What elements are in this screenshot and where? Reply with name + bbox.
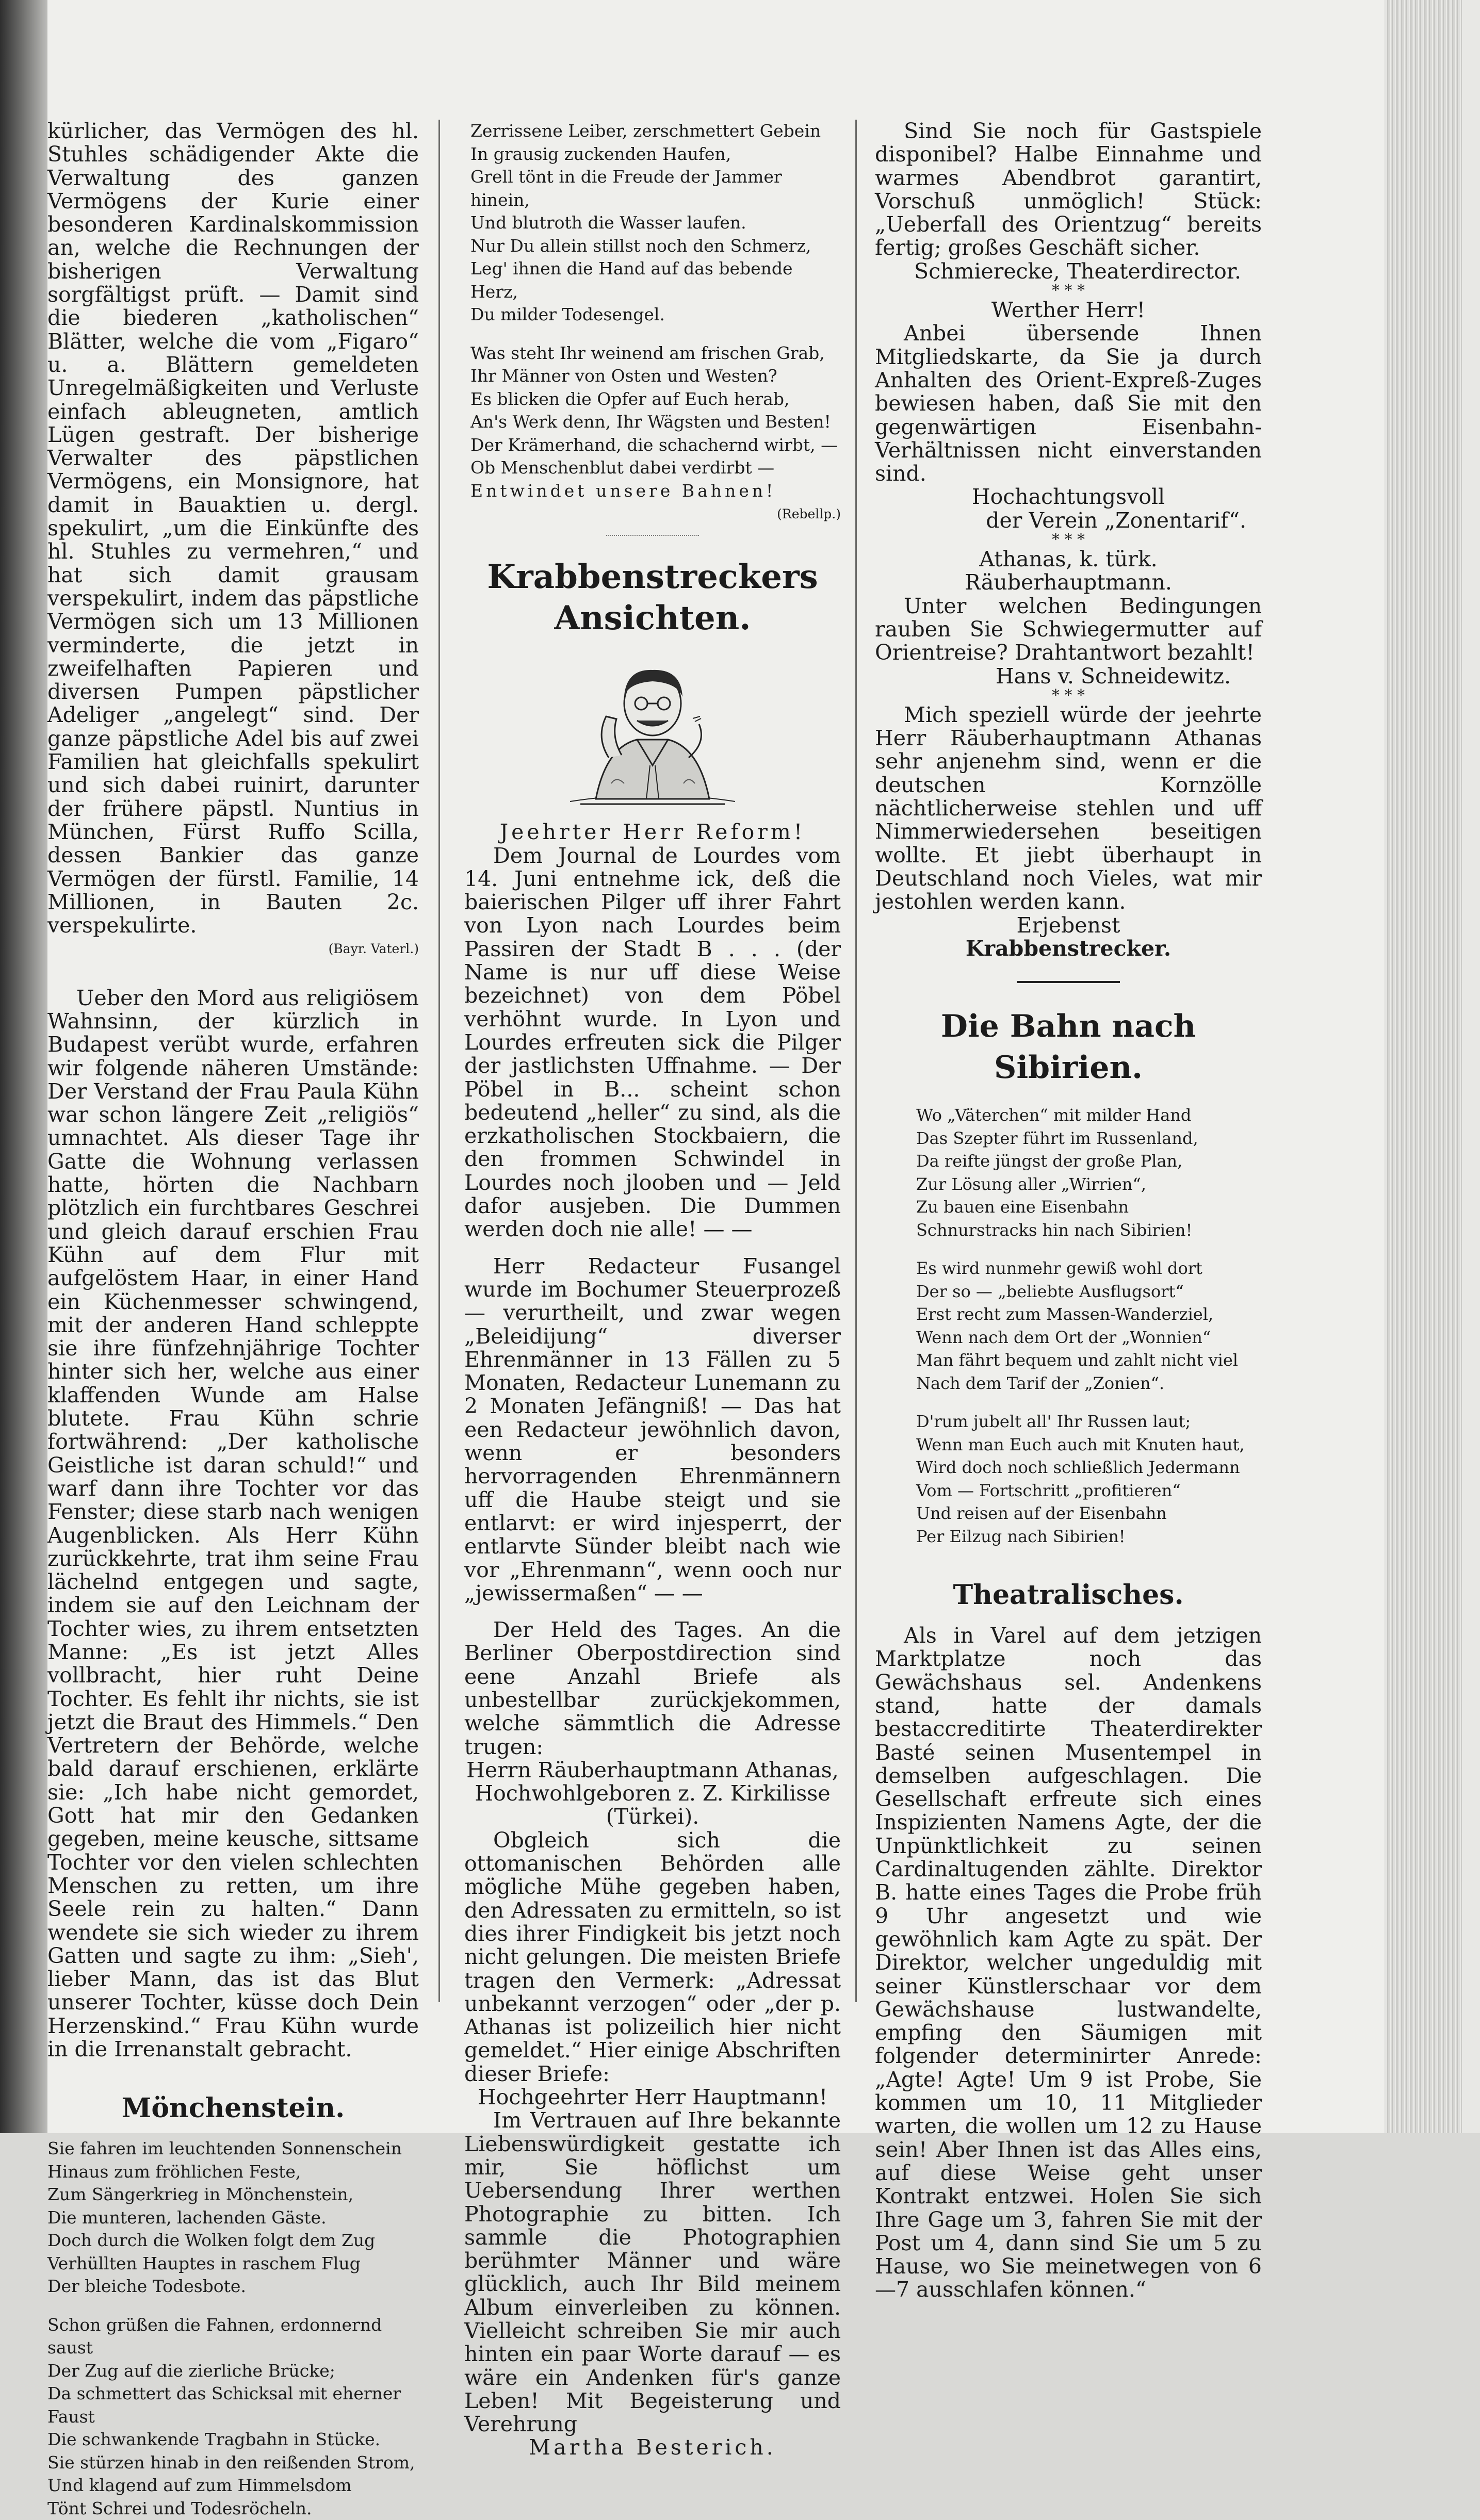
article-held-des-tages: Der Held des Tages. An die Berliner Oberpostdirection sind eene Anzahl Briefe als unbestellbar zurückjekommen, welche sämmtlich die Adresse trugen: bbox=[464, 1617, 841, 1759]
letter-signature-verein: der Verein „Zonentarif“. bbox=[986, 508, 1246, 533]
poem-source-note: (Rebellp.) bbox=[777, 506, 841, 521]
article-fusangel-trial: Herr Redacteur Fusangel wurde im Bochumer Steuerprozeß — verurtheilt, und zwar wegen „Beleidijung“ diverser Ehrenmänner in 13 Fällen zu 5 Monaten, Redacteur Lunemann zu 2 Monaten Jefängniß! — Das hat een Redacteur jewöhnlich davon, wenn er besonders hervorragenden Ehrenmännern uff die Haube steigt und sie entlarvt: er wird injesperrt, der entlarvte Sünder bleibt nach wie vor „Ehrenmann“, wenn ooch nur „jewissermaßen“ — — bbox=[464, 1253, 841, 1606]
letter-address: Herrn Räuberhauptmann Athanas, Hochwohlgeboren z. Z. Kirkilisse (Türkei). bbox=[466, 1757, 839, 1829]
letter-photograph-request: Im Vertrauen auf Ihre bekannte Liebenswürdigkeit gestatte ich mir, Sie höflichst um Uebersendung Ihrer werthen Photographie zu bitten. Ich sammle die Photographien berühmter Männer und wäre glücklich, auch Ihr Bild meinem Album einverleiben zu können. Vielleicht schreiben Sie mir auch hinten ein paar Worte darauf — es wäre ein Andenken für's ganze Leben! Mit Begeisterung und Verehrung bbox=[464, 2108, 841, 2437]
poem-continuation-stanza-3: Zerrissene Leiber, zerschmettert Gebein In grausig zuckenden Haufen, Grell tönt in die Freude der Jammer hinein, Und blutroth die Wasser laufen. Nur Du allein stillst noch den Schmerz, Leg' ihnen die Hand auf das bebende Herz, Du milder Todesengel. bbox=[470, 121, 821, 324]
letter-greeting-werther-herr: Werther Herr! bbox=[991, 298, 1146, 323]
heading-krabbenstreckers-ansichten: Krabbenstreckers Ansichten. bbox=[487, 558, 818, 638]
poem-moenchenstein-stanza-2: Schon grüßen die Fahnen, erdonnernd saust Der Zug auf die zierliche Brücke; Da schmettert das Schicksal mit eherner Faust Die schwankende Tragbahn in Stücke. Sie stürzen hinab in den reißenden Strom, Und klagend auf zum Himmelsdom Tönt Schrei und Todesröcheln. bbox=[47, 2314, 415, 2518]
letter-signature: Martha Besterich. bbox=[529, 2435, 776, 2460]
column-rule-left bbox=[438, 120, 440, 2002]
separator-stars: * * * bbox=[1051, 531, 1085, 549]
article-budapest-murder: Ueber den Mord aus religiösem Wahnsinn, der kürzlich in Budapest verübt wurde, erfahren wir folgende näheren Umstände: Der Verstand der Frau Paula Kühn war schon längere Zeit „religiös“ umnachtet. Als dieser Tage ihr Gatte die Wohnung verlassen hatte, hörten die Nachbarn plötzlich ein furchtbares Geschrei und gleich darauf erschien Frau Kühn auf dem Flur mit aufgelöstem Haar, in einer Hand ein Küchenmesser schwingend, mit der anderen Hand schleppte sie ihre fünfzehnjährige Tochter hinter sich her, welche aus einer klaffenden Wunde am Halse blutete. Frau Kühn schrie fortwährend: „Der katholische Geistliche ist daran schuld!“ und warf dann ihre Tochter vor das Fenster; diese starb nach wenigen Augenblicken. Als Herr Kühn zurückkehrte, trat ihm seine Frau lächelnd entgegen und sagte, indem sie auf den Leichnam der Tochter wies, zu ihrem entsetzten Manne: „Es ist jetzt Alles vollbracht, hier ruht Deine Tochter. Es fehlt ihr nichts, sie ist jetzt die Braut des Himmels.“ Den Vertretern der Behörde, welche bald darauf erschienen, erklärte sie: „Ich habe nicht gemordet, Gott hat mir den Gedanken gegeben, meine keusche, sittsame Tochter vor den vielen schlechten Menschen zu retten, um ihre Seele rein zu halten.“ Dann wendete sie sich wieder zu ihrem Gatten und sagte zu ihm: „Sieh', lieber Mann, das ist das Blut unserer Tochter, küsse doch Dein Herzenskind.“ Frau Kühn wurde in die Irrenanstalt gebracht. bbox=[47, 985, 419, 2062]
article-papal-finances: kürlicher, das Vermögen des hl. Stuhles schädigender Akte die Verwaltung des ganzen Vermögens der Kurie einer besonderen Kardinalskommission an, welche die Rechnungen der bisherigen Verwaltung sorgfältigst prüft. — Damit sind die biederen „katholischen“ Blätter, welche die vom „Figaro“ u. a. Blättern gemeldeten Unregelmäßigkeiten und Verluste einfach ableugneten, amtlich Lügen gestraft. Der bisherige Verwalter des päpstlichen Vermögens, ein Monsignore, hat damit in Bauaktien u. dergl. spekulirt, „um die Einkünfte des hl. Stuhles zu vermehren,“ und hat sich damit grausam verspekulirt, indem das päpstliche Vermögen sich um 13 Millionen verminderte, die jetzt in zweifelhaften Papieren und diversen Pumpen päpstlicher Adeliger „angelegt“ sind. Der ganze päpstliche Adel bis auf zwei Familien hat gleichfalls spekulirt und sich dabei ruinirt, darunter der frühere päpstl. Nuntius in München, Fürst Ruffo Scilla, dessen Bankier das ganze Vermögen der fürstl. Familie, 14 Millionen, in Bauten 2c. verspekulirte. bbox=[47, 119, 419, 938]
letter-zonentarif: Anbei übersende Ihnen Mitgliedskarte, da Sie ja durch Anhalten des Orient-Expreß-Zuges bewiesen haben, daß Sie mit den gegenwärtigen Eisenbahn-Verhältnissen nicht einverstanden sind. bbox=[875, 321, 1262, 486]
poem-sibirien-stanza-1: Wo „Väterchen“ mit milder Hand Das Szepter führt im Russenland, Da reifte jüngst der große Plan, Zur Lösung aller „Wirrien“, Zu bauen eine Eisenbahn Schnurstracks hin nach Sibirien! bbox=[916, 1105, 1198, 1240]
poem-moenchenstein-stanza-1: Sie fahren im leuchtenden Sonnenschein Hinaus zum fröhlichen Feste, Zum Sängerkrieg in Mönchenstein, Die munteren, lachenden Gäste. Doch durch die Wolken folgt dem Zug Verhüllten Hauptes in raschem Flug Der bleiche Todesbote. bbox=[47, 2138, 402, 2297]
telegram-signature: Hans v. Schneidewitz. bbox=[995, 663, 1231, 689]
column-2 bbox=[464, 120, 841, 2460]
letter-theatre-director: Sind Sie noch für Gastspiele disponibel? Halbe Einnahme und warmes Abendbrot garantirt, Vorschuß unmöglich! Stück: „Ueberfall des Orientzug“ bereits fertig; großes Geschäft sicher. bbox=[875, 119, 1262, 260]
krabbenstrecker-portrait-illustration bbox=[560, 654, 745, 809]
separator-stars: * * * bbox=[1051, 686, 1085, 705]
poem-sibirien-stanza-2: Es wird nunmehr gewiß wohl dort Der so — „beliebte Ausflugsort“ Erst recht zum Massen-Wanderziel, Wenn nach dem Ort der „Wonnien“ Man fährt bequem und zahlt nicht viel Nach dem Tarif der „Zonien“. bbox=[916, 1258, 1239, 1393]
poem-title-bahn-nach-sibirien: Die Bahn nach Sibirien. bbox=[940, 1008, 1196, 1086]
poem-sibirien-stanza-3: D'rum jubelt all' Ihr Russen laut; Wenn man Euch auch mit Knuten haut, Wird doch noch schließlich Jedermann Vom — Fortschritt „profitieren“ Und reisen auf der Eisenbahn Per Eilzug nach Sibirien! bbox=[916, 1412, 1245, 1546]
telegram-text: Unter welchen Bedingungen rauben Sie Schwiegermutter auf Orientreise? Drahtantwort bezahlt! bbox=[875, 593, 1262, 665]
closing-erjebenst: Erjebenst bbox=[1016, 912, 1120, 938]
section-divider bbox=[606, 529, 699, 536]
letter-salutation: Jeehrter Herr Reform! bbox=[499, 820, 806, 845]
letter-closing: Hochachtungsvoll bbox=[971, 484, 1165, 510]
signature-krabbenstrecker: Krabbenstrecker. bbox=[965, 936, 1172, 961]
heading-theatralisches: Theatralisches. bbox=[953, 1579, 1184, 1611]
article-lourdes-pilgrims: Dem Journal de Lourdes vom 14. Juni entnehme ick, deß die baierischen Pilger uff ihrer Fahrt von Lyon nach Lourdes beim Passiren der Stadt B . . . (der Name is nur uff diese Weise bezeichnet) von dem Pöbel verhöhnt wurde. In Lyon und Lourdes erfreuten sick die Pilger der jastlichsten Uffnahme. — Der Pöbel in B... scheint schon bedeutend „heller“ zu sind, als die erzkatholischen Stockbaiern, die den frommen Schwindel in Lourdes noch jlooben und — Jeld dafor ausjeben. Die Dummen werden doch nie alle! — — bbox=[464, 843, 841, 1242]
poem-title-moenchenstein: Mönchenstein. bbox=[121, 2092, 345, 2124]
letter-greeting: Hochgeehrter Herr Hauptmann! bbox=[477, 2085, 828, 2110]
article-theatre-varel: Als in Varel auf dem jetzigen Marktplatze noch das Gewächshaus sel. Andenkens stand, hatte der damals bestaccreditirte Theaterdirekter Basté seinen Musentempel in demselben aufgeschlagen. Die Gesellschaft erfreute sich eines Inspizienten Namens Agte, der die Unpünktlichkeit zu seinen Cardinaltugenden zählte. Direktor B. hatte eines Tages die Probe früh 9 Uhr angesetzt und wie gewöhnlich kam Agte zu spät. Der Direktor, welcher ungeduldig mit seiner Künstlerschaar vor dem Gewächshause lustwandelte, empfing den Säumigen mit folgender determinirter Anrede: „Agte! Agte! Um 9 ist Probe, Sie kommen um 10, 11 Mitglieder warten, die wollen um 12 zu Hause sein! Aber Ihnen ist das Alles eins, auf diese Weise geht unser Kontrakt entzwei. Holen Sie sich Ihre Gage um 3, fahren Sie mit der Post um 4, dann sind Sie um 5 zu Hause, wo Sie meinetwegen von 6—7 ausschlafen können.“ bbox=[875, 1623, 1262, 2302]
poem-continuation-stanza-4: Was steht Ihr weinend am frischen Grab, Ihr Männer von Osten und Westen? Es blicken die Opfer auf Euch herab, An's Werk denn, Ihr Wägsten und Besten! Der Krämerhand, die schachernd wirbt, — Ob Menschenblut dabei verdirbt — Entwindet unsere Bahnen! bbox=[470, 342, 838, 501]
source-note: (Bayr. Vaterl.) bbox=[328, 941, 419, 957]
column-3 bbox=[875, 119, 1262, 2302]
article-kornzoelle: Mich speziell würde der jeehrte Herr Räuberhauptmann Athanas sehr anjenehm sind, wenn er die deutschen Kornzölle nächtlicherweise stehlen und uff Nimmerwiedersehen beseitigen wollte. Et jiebt überhaupt in Deutschland noch Vieles, wat mir jestohlen werden kann. bbox=[875, 702, 1262, 914]
section-rule bbox=[1017, 981, 1120, 983]
book-binding-gutter bbox=[0, 0, 47, 2133]
page-stack-edges bbox=[1385, 0, 1480, 2133]
column-rule-right bbox=[855, 120, 857, 2002]
telegram-address: Athanas, k. türk. Räuberhauptmann. bbox=[965, 547, 1172, 595]
column-1 bbox=[47, 119, 419, 2518]
letter-signature-schmierecke: Schmierecke, Theaterdirector. bbox=[914, 258, 1241, 284]
separator-stars: * * * bbox=[1051, 282, 1085, 300]
article-ottoman-authorities: Obgleich sich die ottomanischen Behörden alle mögliche Mühe gegeben haben, den Adressaten zu ermitteln, so ist dies ihrer Findigkeit bis jetzt noch nicht gelungen. Die meisten Briefe tragen den Vermerk: „Adressat unbekannt verzogen“ oder „der p. Athanas ist polizeilich hier nicht gemeldet.“ Hier einige Abschriften dieser Briefe: bbox=[464, 1827, 841, 2086]
